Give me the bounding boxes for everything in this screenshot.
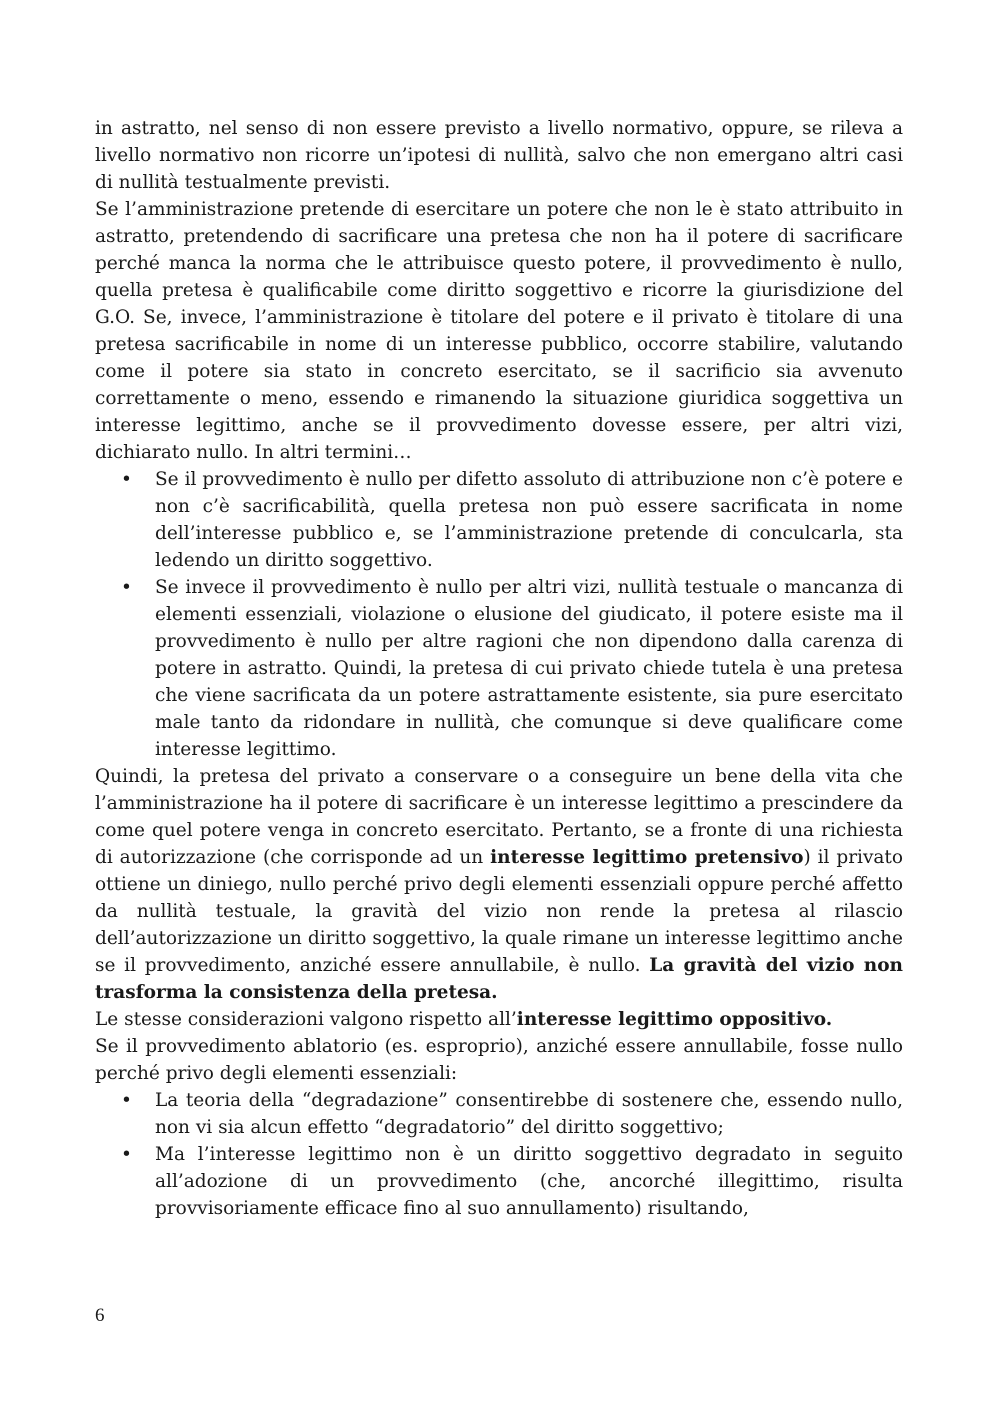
list-item-text: Se il provvedimento è nullo per difetto assoluto di attribuzione non c’è potere e non c’è sacrificabilità, quella pretesa non può essere sacrificata in nome dell’interesse pubblico e, se l’amministrazione pretende di conculcarla, sta ledendo un diritto soggettivo. bbox=[155, 469, 903, 571]
bullet-list bbox=[95, 466, 903, 763]
bullet-icon: • bbox=[121, 1144, 132, 1165]
paragraph: in astratto, nel senso di non essere previsto a livello normativo, oppure, se rileva a livello normativo non ricorre un’ipotesi di nullità, salvo che non emergano altri casi di nullità testualmente previsti. bbox=[95, 118, 903, 193]
list-item-text: La teoria della “degradazione” consentirebbe di sostenere che, essendo nullo, non vi sia alcun effetto “degradatorio” del diritto soggettivo; bbox=[155, 1090, 903, 1138]
bullet-icon: • bbox=[121, 469, 132, 490]
bold-text: interesse legittimo oppositivo. bbox=[516, 1009, 833, 1030]
bullet-list bbox=[95, 1087, 903, 1222]
page-number: 6 bbox=[95, 1305, 105, 1326]
paragraph bbox=[95, 1006, 903, 1033]
list-item-text: Se invece il provvedimento è nullo per altri vizi, nullità testuale o mancanza di elementi essenziali, violazione o elusione del giudicato, il potere esiste ma il provvedimento è nullo per altre ragioni che non dipendono dalla carenza di potere in astratto. Quindi, la pretesa di cui privato chiede tutela è una pretesa che viene sacrificata da un potere astrattamente esistente, sia pure esercitato male tanto da ridondare in nullità, che comunque si deve qualificare come interesse legittimo. bbox=[155, 577, 903, 760]
bullet-icon: • bbox=[121, 1090, 132, 1111]
text-run: Le stesse considerazioni valgono rispetto all’ bbox=[95, 1009, 517, 1030]
list-item bbox=[95, 1141, 903, 1222]
text-run: ) il privato ottiene un diniego, nullo perché privo degli elementi essenziali oppure perché affetto da nullità testuale, la gravità del vizio non rende la pretesa al rilascio dell’autorizzazione un diritto soggettivo, la quale rimane un interesse legittimo anche se il provvedimento, anziché essere annullabile, è nullo. bbox=[95, 847, 904, 976]
list-item-text: Ma l’interesse legittimo non è un diritto soggettivo degradato in seguito all’adozione di un provvedimento (che, ancorché illegittimo, risulta provvisoriamente efficace fino al suo annullamento) risultando, bbox=[155, 1144, 903, 1219]
list-item bbox=[95, 466, 903, 574]
bold-text: La gravità del vizio non trasforma la consistenza della pretesa. bbox=[95, 955, 903, 1003]
list-item bbox=[95, 574, 903, 763]
text-run: Quindi, la pretesa del privato a conservare o a conseguire un bene della vita che l’amministrazione ha il potere di sacrificare è un interesse legittimo a prescindere da come quel potere venga in concreto esercitato. Pertanto, se a fronte di una richiesta di autorizzazione (che corrisponde ad un bbox=[95, 766, 903, 868]
bold-text: interesse legittimo pretensivo bbox=[490, 847, 804, 868]
paragraph: Se il provvedimento ablatorio (es. esproprio), anziché essere annullabile, fosse nullo perché privo degli elementi essenziali: bbox=[95, 1036, 903, 1084]
list-item bbox=[95, 1087, 903, 1141]
document-body bbox=[95, 115, 903, 1222]
paragraph bbox=[95, 763, 903, 1006]
paragraph: Se l’amministrazione pretende di esercitare un potere che non le è stato attribuito in astratto, pretendendo di sacrificare una pretesa che non ha il potere di sacrificare perché manca la norma che le attribuisce questo potere, il provvedimento è nullo, quella pretesa è qualificabile come diritto soggettivo e ricorre la giurisdizione del G.O. Se, invece, l’amministrazione è titolare del potere e il privato è titolare di una pretesa sacrificabile in nome di un interesse pubblico, occorre stabilire, valutando come il potere sia stato in concreto esercitato, se il sacrificio sia avvenuto correttamente o meno, essendo e rimanendo la situazione giuridica soggettiva un interesse legittimo, anche se il provvedimento dovesse essere, per altri vizi, dichiarato nullo. In altri termini… bbox=[95, 199, 903, 463]
bullet-icon: • bbox=[121, 577, 132, 598]
